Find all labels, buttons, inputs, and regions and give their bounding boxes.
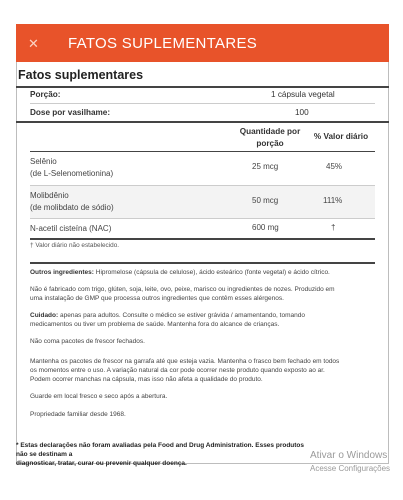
serving-label: Porção: [30, 90, 61, 99]
amount-column-header: Quantidade por porção [239, 127, 301, 148]
cross-icon: ✕ [28, 35, 39, 51]
nutrient-dv: † [331, 223, 336, 232]
do-not-eat-statement: Não coma pacotes de frescor fechados. [30, 338, 145, 345]
windows-activation-subtext: Acesse Configurações [310, 464, 391, 473]
nutrient-row-selenium: Selênio (de L-Selenometionina) [30, 157, 114, 178]
nutrient-amount: 25 mcg [252, 162, 279, 171]
table-rule [30, 151, 375, 152]
nutrient-dv: 45% [326, 162, 343, 171]
nutrient-dv: 111% [323, 196, 343, 205]
servings-label: Dose por vasilhame: [30, 108, 111, 117]
nutrient-row-molybdenum: Molibdênio (de molibdato de sódio) [30, 191, 114, 212]
family-owned-statement: Propriedade familiar desde 1968. [30, 411, 126, 418]
heading-rule [16, 86, 389, 88]
dv-column-header: % Valor diário [313, 132, 369, 141]
header-banner [16, 24, 389, 62]
divider [30, 103, 375, 104]
serving-value: 1 cápsula vegetal [271, 90, 335, 99]
nutrient-amount: 600 mg [252, 223, 279, 232]
other-ingredients: Outros ingredientes: Hipromelose (cápsula de celulose), ácido esteárico (fonte vegetal) e ácido cítrico. [30, 269, 330, 276]
nutrient-amount: 50 mcg [252, 196, 279, 205]
nutrient-row-nac: N-acetil cisteína (NAC) [30, 224, 112, 233]
banner-title: FATOS SUPLEMENTARES [68, 34, 258, 52]
allergen-statement: Não é fabricado com trigo, glúten, soja, leite, ovo, peixe, marisco ou ingredientes de nozes. Produzido em uma instalação de GMP que processa outros ingredientes que contêm esses alérgenos. [30, 286, 335, 302]
keep-packets-statement: Mantenha os pacotes de frescor na garrafa até que esteja vazia. Mantenha o frasco bem fechado em todos os momentos entre o uso. A variação natural da cor pode ocorrer neste produto quando exposto ao ar. Podem ocorrer manchas na cápsula, mas isso não afeta a qualidade do produto. [30, 358, 340, 383]
storage-statement: Guarde em local fresco e seco após a abertura. [30, 393, 168, 400]
section-rule [16, 121, 389, 123]
table-end-rule [30, 262, 375, 264]
servings-value: 100 [295, 108, 309, 117]
table-bottom-rule [30, 238, 375, 240]
caution-statement: Cuidado: apenas para adultos. Consulte o médico se estiver grávida / amamentando, tomando medicamentos ou tiver um problema de saúde. Mantenha fora do alcance de crianças. [30, 312, 305, 328]
fda-disclaimer: * Estas declarações não foram avaliadas pela Food and Drug Administration. Esses produtos não se destinam a diagnosticar, tratar, curar ou prevenir qualquer doença. [16, 442, 305, 467]
footnote-dagger: † Valor diário não estabelecido. [30, 242, 120, 249]
windows-activation-watermark: Ativar o Windows [310, 450, 388, 461]
divider [30, 218, 375, 219]
facts-heading: Fatos suplementares [18, 68, 144, 82]
